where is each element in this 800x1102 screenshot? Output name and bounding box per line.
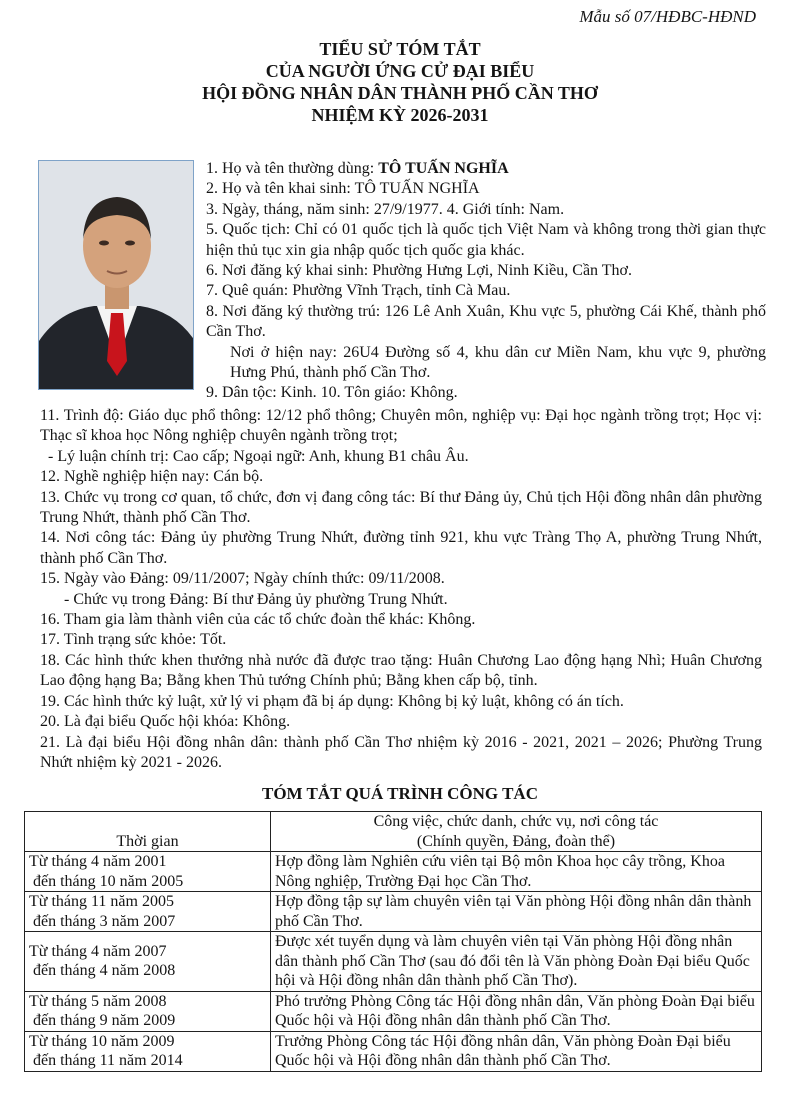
info-item-15-sub: - Chức vụ trong Đảng: Bí thư Đảng ủy phường Trung Nhứt. <box>64 590 448 608</box>
table-row <box>25 991 762 1031</box>
info-item-1: 1. Họ và tên thường dùng: TÔ TUẤN NGHĨA <box>206 160 509 177</box>
row-description: Phó trưởng Phòng Công tác Hội đồng nhân dân, Văn phòng Đoàn Đại biểu Quốc hội và Hội đồng nhân dân thành phố Cần Thơ. <box>271 991 762 1031</box>
header-time: Thời gian <box>25 812 271 852</box>
title-line-3: HỘI ĐỒNG NHÂN DÂN THÀNH PHỐ CẦN THƠ <box>202 83 598 103</box>
row-time: Từ tháng 11 năm 2005 đến tháng 3 năm 2007 <box>25 892 271 932</box>
additional-info <box>40 406 762 773</box>
row-time: Từ tháng 5 năm 2008 đến tháng 9 năm 2009 <box>25 991 271 1031</box>
row-time: Từ tháng 4 năm 2001 đến tháng 10 năm 2005 <box>25 852 271 892</box>
work-history-table <box>24 811 762 1072</box>
info-item-2: 2. Họ và tên khai sinh: TÔ TUẤN NGHĨA <box>206 180 480 198</box>
current-residence: Nơi ở hiện nay: 26U4 Đường số 4, khu dân cư Miền Nam, khu vực 9, phường Hưng Phú, thành phố Cần Thơ. <box>230 343 766 382</box>
info-item-18: 18. Các hình thức khen thưởng nhà nước đã được trao tặng: Huân Chương Lao động hạng Nhì; Huân Chương Lao động hạng Ba; Bằng khen Thủ tướng Chính phủ; Bằng khen cấp bộ, tỉnh. <box>40 651 762 690</box>
document-title <box>0 38 800 126</box>
row-description: Trưởng Phòng Công tác Hội đồng nhân dân, Văn phòng Đoàn Đại biểu Quốc hội và Hội đồng nhân dân thành phố Cần Thơ. <box>271 1031 762 1071</box>
info-item-11: 11. Trình độ: Giáo dục phổ thông: 12/12 phổ thông; Chuyên môn, nghiệp vụ: Đại học ngành trồng trọt; Học vị: Thạc sĩ khoa học Nông nghiệp chuyên ngành trồng trọt; <box>40 407 762 445</box>
portrait-illustration <box>39 161 194 390</box>
title-line-2: CỦA NGƯỜI ỨNG CỬ ĐẠI BIỂU <box>265 61 535 81</box>
info-item-3-4: 3. Ngày, tháng, năm sinh: 27/9/1977. 4. Giới tính: Nam. <box>206 200 565 218</box>
row-description: Được xét tuyển dụng và làm chuyên viên tại Văn phòng Hội đồng nhân dân thành phố Cần Thơ (sau đó đổi tên là Văn phòng Đoàn Đại biểu Quốc hội và Hội đồng nhân dân thành phố Cần Thơ). <box>271 932 762 992</box>
info-item-19: 19. Các hình thức kỷ luật, xử lý vi phạm đã bị áp dụng: Không bị kỷ luật, không có án tích. <box>40 692 624 710</box>
info-item-21: 21. Là đại biểu Hội đồng nhân dân: thành phố Cần Thơ nhiệm kỳ 2016 - 2021, 2021 – 2026; Phường Trung Nhứt nhiệm kỳ 2021 - 2026. <box>40 733 762 771</box>
portrait-photo <box>38 160 194 390</box>
table-row <box>25 852 762 892</box>
table-header-row <box>25 812 762 852</box>
table-row <box>25 932 762 992</box>
info-item-15: 15. Ngày vào Đảng: 09/11/2007; Ngày chính thức: 09/11/2008. <box>40 570 445 588</box>
row-time: Từ tháng 4 năm 2007 đến tháng 4 năm 2008 <box>25 932 271 992</box>
personal-info <box>206 159 766 404</box>
row-description: Hợp đồng làm Nghiên cứu viên tại Bộ môn Khoa học cây trồng, Khoa Nông nghiệp, Trường Đại học Cần Thơ. <box>271 852 762 892</box>
info-item-12: 12. Nghề nghiệp hiện nay: Cán bộ. <box>40 468 264 486</box>
info-item-14: 14. Nơi công tác: Đảng ủy phường Trung Nhứt, đường tỉnh 921, khu vực Tràng Thọ A, phường Trung Nhứt, thành phố Cần Thơ. <box>40 529 762 567</box>
header-description: Công việc, chức danh, chức vụ, nơi công tác (Chính quyền, Đảng, đoàn thể) <box>271 812 762 852</box>
info-item-9-10: 9. Dân tộc: Kinh. 10. Tôn giáo: Không. <box>206 384 458 402</box>
info-item-20: 20. Là đại biểu Quốc hội khóa: Không. <box>40 713 291 731</box>
title-line-1: TIỂU SỬ TÓM TẮT <box>319 39 481 59</box>
info-item-17: 17. Tình trạng sức khỏe: Tốt. <box>40 631 227 649</box>
table-row <box>25 892 762 932</box>
row-time: Từ tháng 10 năm 2009 đến tháng 11 năm 2014 <box>25 1031 271 1071</box>
row-description: Hợp đồng tập sự làm chuyên viên tại Văn phòng Hội đồng nhân dân thành phố Cần Thơ. <box>271 892 762 932</box>
title-line-4: NHIỆM KỲ 2026-2031 <box>311 105 489 125</box>
info-item-13: 13. Chức vụ trong cơ quan, tổ chức, đơn vị đang công tác: Bí thư Đảng ủy, Chủ tịch Hội đồng nhân dân phường Trung Nhứt, thành phố Cần Thơ. <box>40 488 762 527</box>
full-name: TÔ TUẤN NGHĨA <box>378 160 509 177</box>
work-history-title: TÓM TẮT QUÁ TRÌNH CÔNG TÁC <box>262 784 538 803</box>
info-item-7: 7. Quê quán: Phường Vĩnh Trạch, tỉnh Cà Mau. <box>206 282 511 300</box>
info-item-16: 16. Tham gia làm thành viên của các tổ chức đoàn thể khác: Không. <box>40 611 476 629</box>
info-item-6: 6. Nơi đăng ký khai sinh: Phường Hưng Lợi, Ninh Kiều, Cần Thơ. <box>206 262 632 280</box>
info-item-8: 8. Nơi đăng ký thường trú: 126 Lê Anh Xuân, Khu vực 5, phường Cái Khế, thành phố Cần Thơ. <box>206 302 766 341</box>
table-row <box>25 1031 762 1071</box>
info-item-5: 5. Quốc tịch: Chỉ có 01 quốc tịch là quốc tịch Việt Nam và không trong thời gian thực hiện thủ tục xin gia nhập quốc tịch quốc gia khác. <box>206 221 766 259</box>
info-item-11-sub: - Lý luận chính trị: Cao cấp; Ngoại ngữ: Anh, khung B1 châu Âu. <box>48 447 469 465</box>
form-code: Mẫu số 07/HĐBC-HĐND <box>579 7 756 26</box>
